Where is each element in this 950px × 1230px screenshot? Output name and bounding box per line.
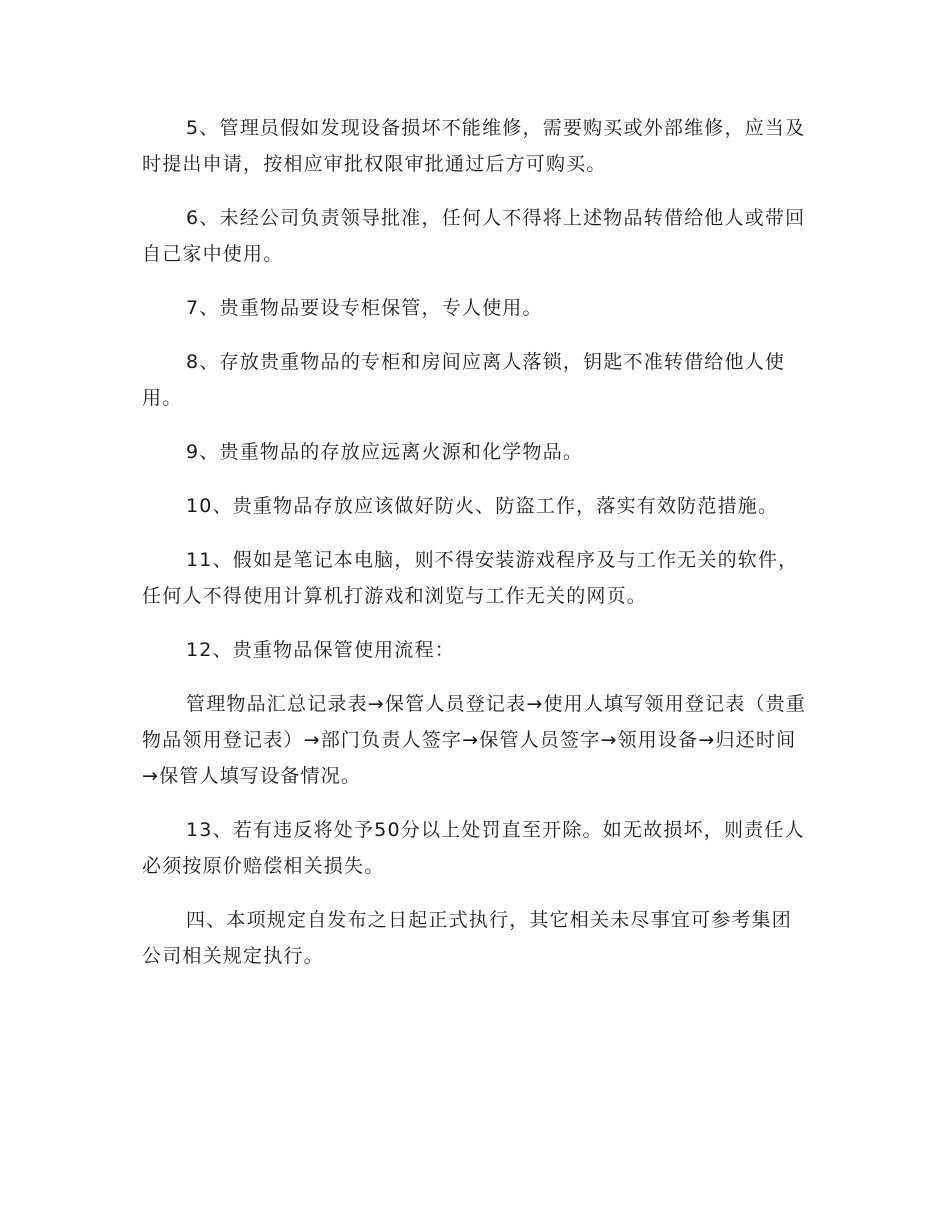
paragraph-9: 9、贵重物品的存放应远离火源和化学物品。: [186, 441, 584, 463]
paragraph-8: 8、存放贵重物品的专柜和房间应离人落锁，钥匙不准转借给他人使用。: [142, 351, 786, 409]
paragraph-5: 5、管理员假如发现设备损坏不能维修，需要购买或外部维修，应当及时提出申请，按相应审批权限审批通过后方可购买。: [142, 117, 806, 175]
process-flow-paragraph: 管理物品汇总记录表→保管人员登记表→使用人填写领用登记表（贵重物品领用登记表）→部门负责人签字→保管人员签字→领用设备→归还时间→保管人填写设备情况。: [142, 693, 807, 787]
paragraph-13: 13、若有违反将处予50分以上处罚直至开除。如无故损坏，则责任人必须按原价赔偿相关损失。: [142, 819, 805, 877]
paragraph-6: 6、未经公司负责领导批准，任何人不得将上述物品转借给他人或带回自己家中使用。: [142, 207, 806, 265]
paragraph-12: 12、贵重物品保管使用流程：: [186, 639, 455, 661]
paragraph-11: 11、假如是笔记本电脑，则不得安装游戏程序及与工作无关的软件，任何人不得使用计算机打游戏和浏览与工作无关的网页。: [142, 549, 799, 607]
paragraph-10: 10、贵重物品存放应该做好防火、防盗工作，落实有效防范措施。: [186, 495, 779, 517]
paragraph-section-4: 四、本项规定自发布之日起正式执行，其它相关未尽事宜可参考集团公司相关规定执行。: [142, 909, 793, 967]
paragraph-7: 7、贵重物品要设专柜保管，专人使用。: [186, 297, 543, 319]
document-body: [142, 110, 808, 992]
